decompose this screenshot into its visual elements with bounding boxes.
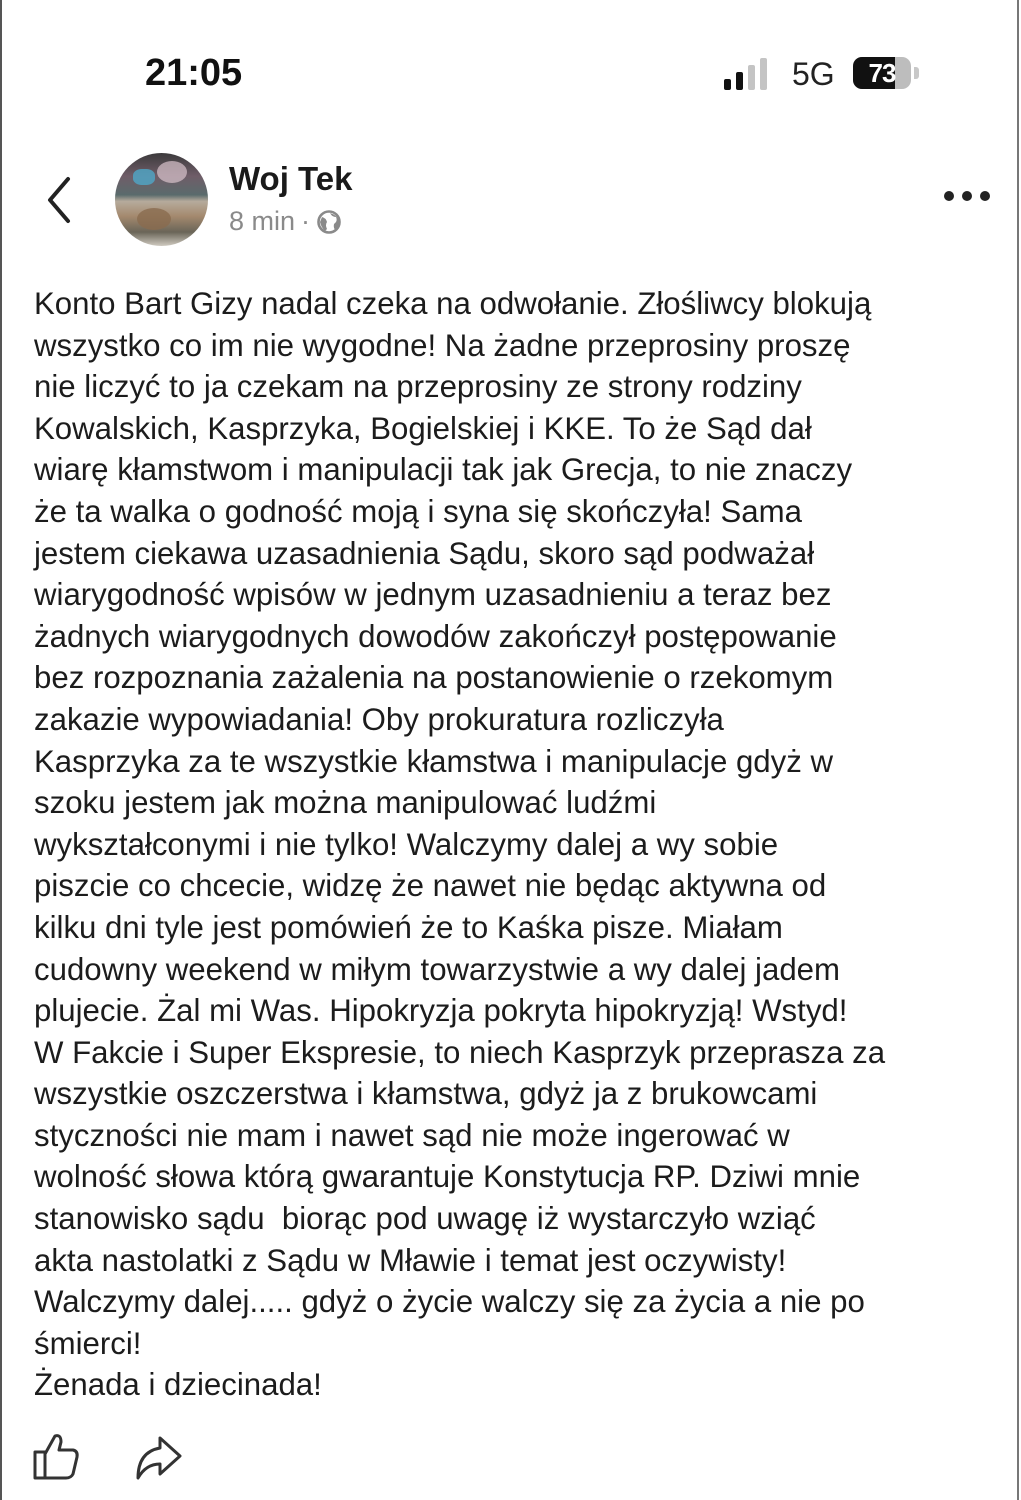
post-line: piszcie co chcecie, widzę że nawet nie będąc aktywna od (34, 868, 827, 904)
post-line: Żenada i dziecinada! (34, 1367, 322, 1403)
post-line: bez rozpoznania zażalenia na postanowienie o rzekomym (34, 660, 834, 696)
network-type: 5G (792, 56, 835, 92)
like-button[interactable] (31, 1430, 81, 1482)
post-line: że ta walka o godność moją i syna się skończyła! Sama (34, 493, 802, 529)
meta-separator: · (301, 206, 311, 236)
battery-tip (914, 67, 919, 79)
post-line: wszystko co im nie wygodne! Na żadne przeprosiny proszę (34, 327, 851, 363)
post-line: nie liczyć to ja czekam na przeprosiny ze strony rodziny (34, 369, 802, 405)
post-body (34, 283, 999, 1406)
share-button[interactable] (132, 1432, 184, 1482)
chevron-left-icon (42, 175, 76, 225)
thumbs-up-icon (31, 1430, 81, 1482)
share-arrow-icon (132, 1432, 184, 1482)
more-horizontal-icon (944, 191, 954, 201)
post-line: szoku jestem jak można manipulować ludźmi (34, 785, 657, 821)
post-line: zakazie wypowiadania! Oby prokuratura rozliczyła (34, 701, 724, 737)
globe-icon (316, 209, 342, 235)
post-line: Konto Bart Gizy nadal czeka na odwołanie. Złośliwcy blokują (34, 286, 872, 321)
post-line: cudowny weekend w miłym towarzystwie a wy dalej jadem (34, 951, 840, 987)
post-line: wiarygodność wpisów w jednym uzasadnieniu a teraz bez (34, 577, 832, 613)
post-line: stanowisko sądu biorąc pod uwagę iż wystarczyło wziąć (34, 1201, 816, 1237)
more-options-button[interactable] (944, 186, 990, 206)
avatar[interactable] (115, 153, 208, 246)
post-line: akta nastolatki z Sądu w Mławie i temat jest oczywisty! (34, 1242, 787, 1278)
post-line: żadnych wiarygodnych dowodów zakończył postępowanie (34, 618, 837, 654)
post-line: wolność słowa którą gwarantuje Konstytucja RP. Dziwi mnie (34, 1159, 861, 1195)
post-line: wykształconymi i nie tylko! Walczymy dalej a wy sobie (34, 826, 779, 862)
post-line: styczności nie mam i nawet sąd nie może ingerować w (34, 1117, 790, 1153)
post-line: W Fakcie i Super Ekspresie, to niech Kasprzyk przeprasza za (34, 1034, 886, 1070)
back-button[interactable] (42, 175, 76, 225)
author-name[interactable]: Woj Tek (229, 160, 353, 197)
post-line: wszystkie oszczerstwa i kłamstwa, gdyż ja z brukowcami (34, 1076, 818, 1112)
battery-percent: 73 (868, 58, 896, 88)
post-line: Kasprzyka za te wszystkie kłamstwa i manipulacje gdyż w (34, 743, 834, 779)
status-time: 21:05 (145, 52, 243, 94)
post-meta (229, 206, 342, 237)
cellular-signal-icon (724, 58, 774, 90)
post-line: jestem ciekawa uzasadnienia Sądu, skoro sąd podważał (34, 535, 815, 571)
post-line: wiarę kłamstwom i manipulacji tak jak Grecja, to nie znaczy (34, 452, 853, 488)
post-line: śmierci! (34, 1325, 142, 1361)
post-line: kilku dni tyle jest pomówień że to Kaśka pisze. Miałam (34, 909, 783, 945)
post-time: 8 min (229, 206, 296, 236)
post-line: Walczymy dalej..... gdyż o życie walczy się za życia a nie po (34, 1284, 865, 1320)
battery-icon (853, 57, 911, 89)
post-line: Kowalskich, Kasprzyka, Bogielskiej i KKE. To że Sąd dał (34, 410, 812, 446)
post-line: plujecie. Żal mi Was. Hipokryzja pokryta hipokryzją! Wstyd! (34, 993, 848, 1029)
